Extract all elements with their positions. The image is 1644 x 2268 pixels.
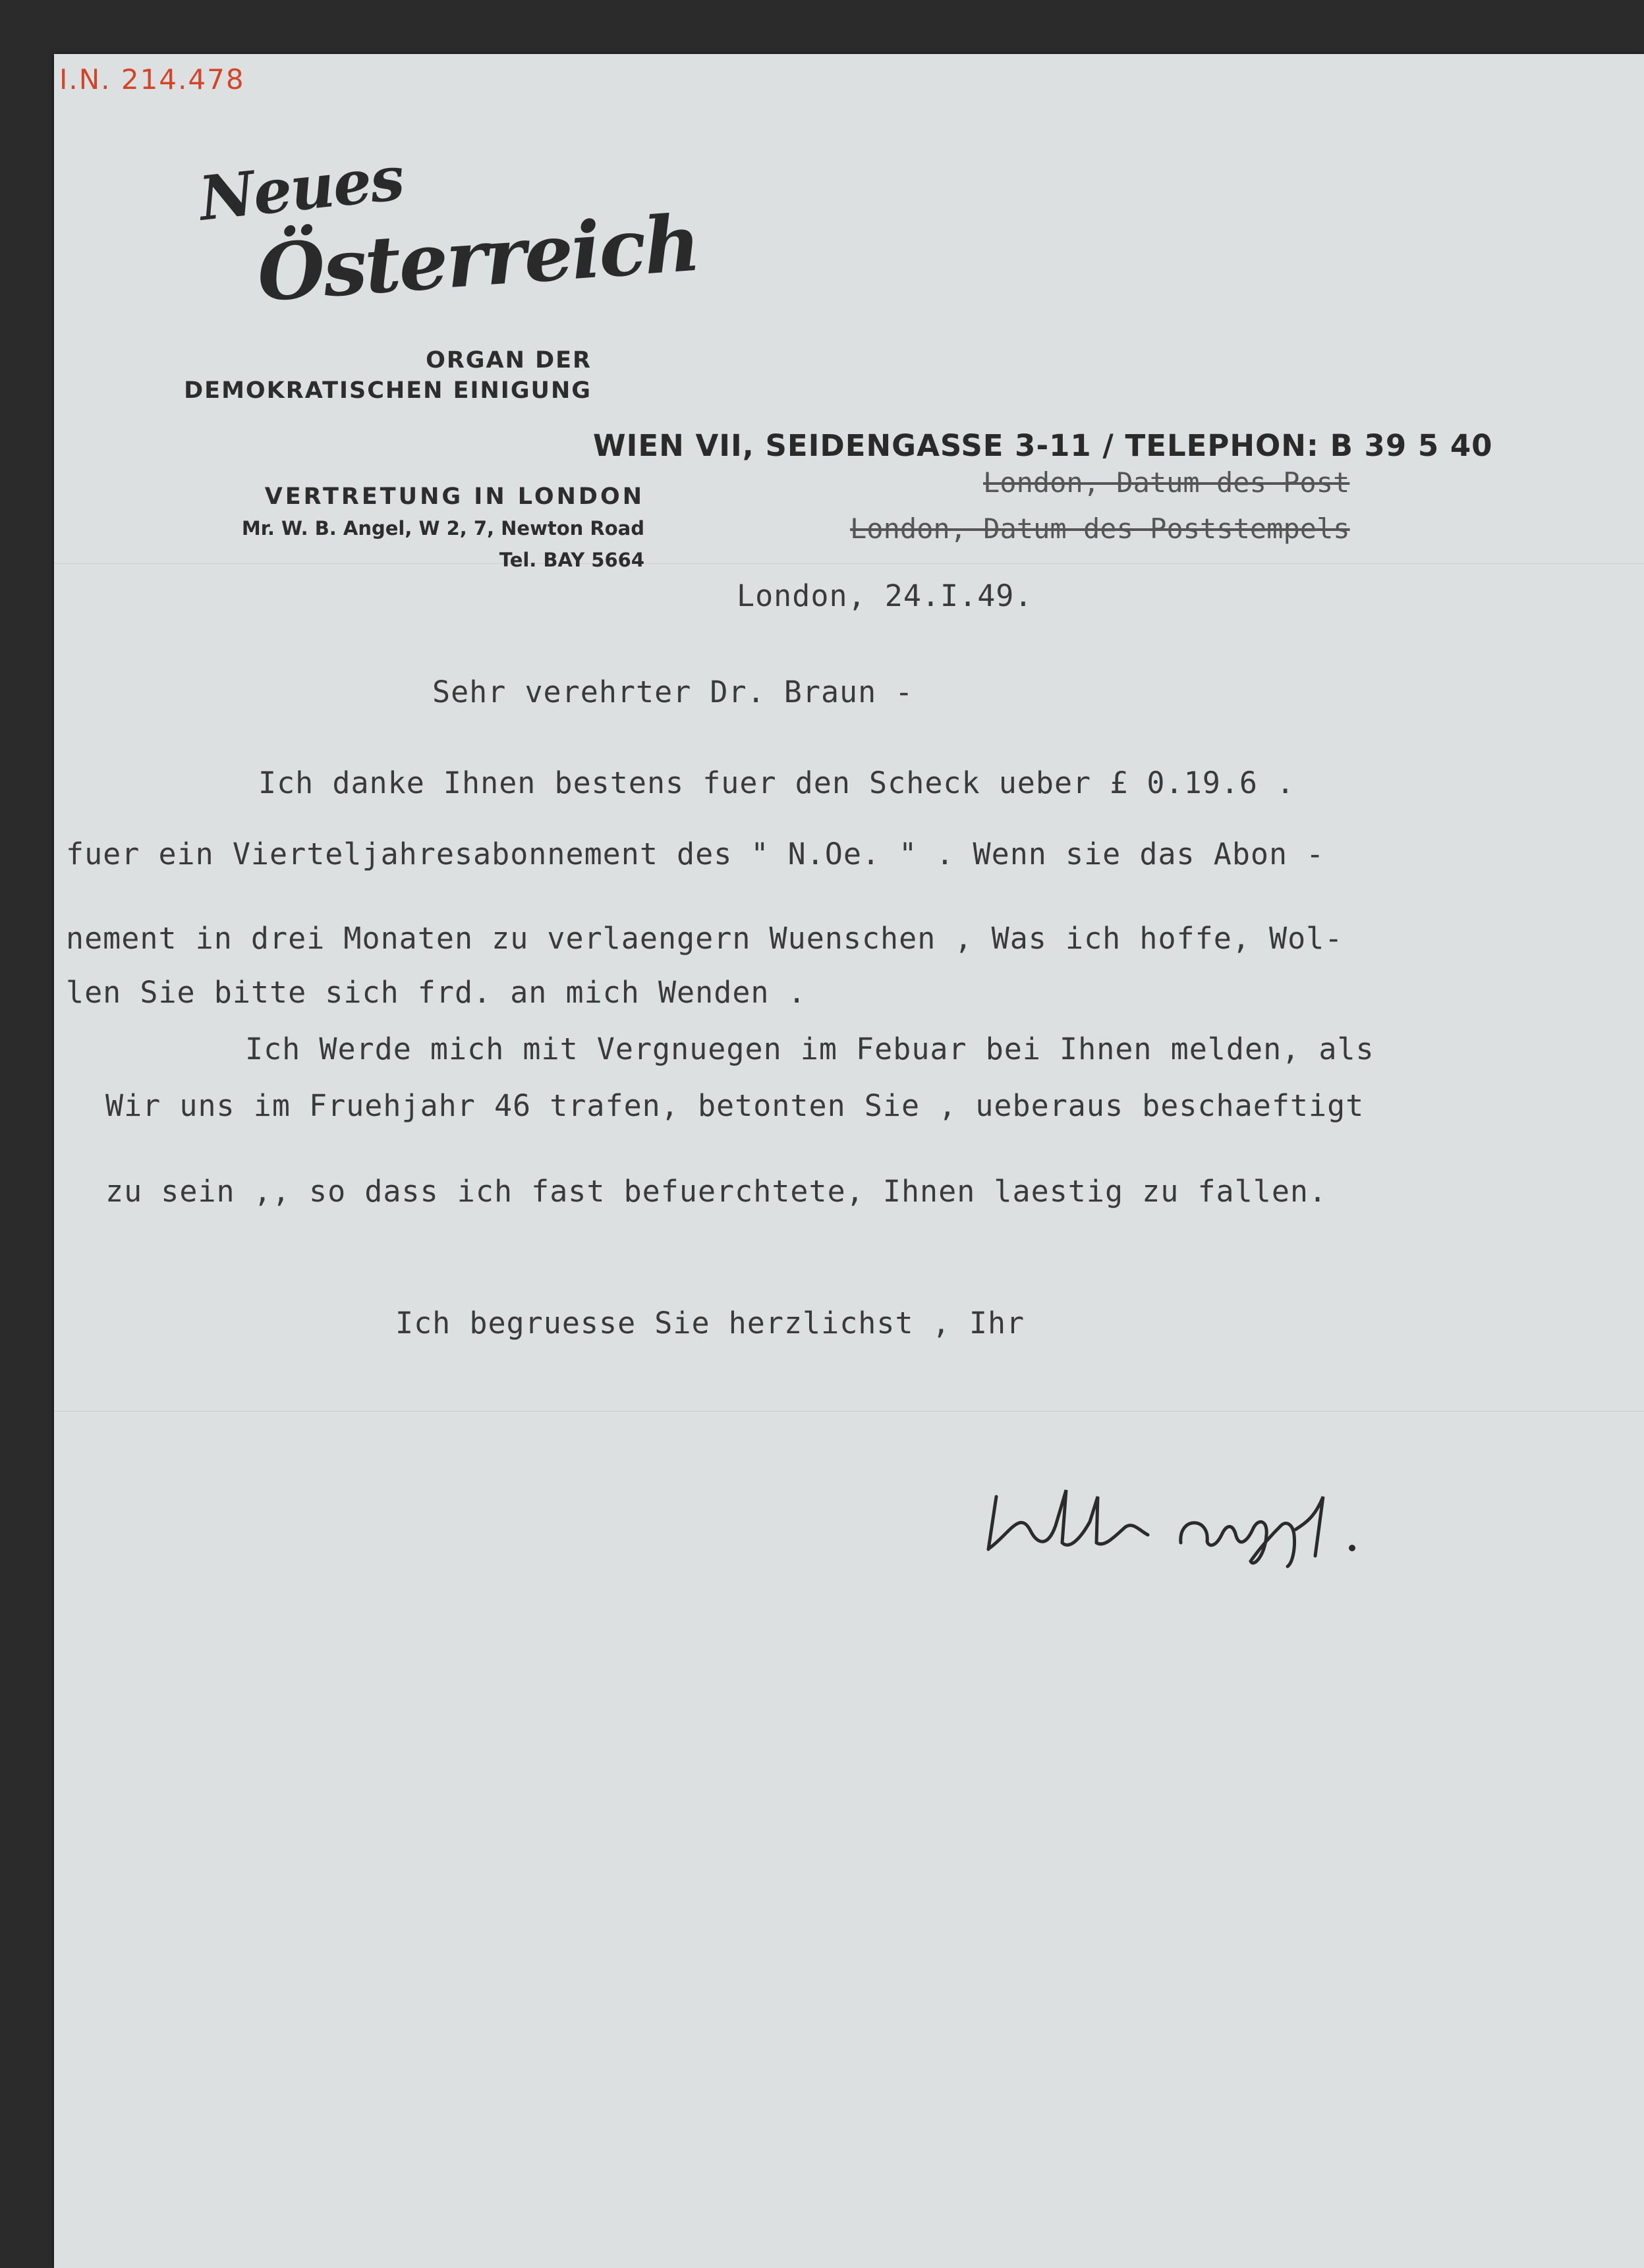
letter-page — [54, 54, 1644, 2268]
letter-line: len Sie bitte sich frd. an mich Wenden . — [66, 975, 807, 1010]
letter-line: Ich Werde mich mit Vergnuegen im Febuar bei Ihnen melden, als — [245, 1032, 1375, 1066]
london-representation — [242, 481, 644, 576]
letter-line: Wir uns im Fruehjahr 46 trafen, betonten Sie , ueberaus beschaeftigt — [105, 1088, 1365, 1123]
newspaper-logo — [196, 142, 702, 350]
letter-line: Ich danke Ihnen bestens fuer den Scheck ueber £ 0.19.6 . — [258, 765, 1295, 800]
representation-phone: Tel. BAY 5664 — [499, 549, 644, 571]
logo-line-2: Österreich — [254, 196, 702, 319]
representation-address: Mr. W. B. Angel, W 2, 7, Newton Road — [241, 517, 644, 539]
letter-date: London, 24.I.49. — [737, 578, 1033, 613]
representation-title: VERTRETUNG IN LONDON — [264, 484, 644, 510]
archive-id: I.N. 214.478 — [59, 63, 245, 96]
logo-line-1: Neues — [196, 142, 407, 235]
letter-line: zu sein ,, so dass ich fast befuerchtete, Ihnen laestig zu fallen. — [105, 1174, 1328, 1209]
letter-line: fuer ein Vierteljahresabonnement des " N.Oe. " . Wenn sie das Abon - — [66, 837, 1325, 871]
closing: Ich begruesse Sie herzlichst , Ihr — [395, 1306, 1025, 1341]
handwritten-signature — [983, 1470, 1431, 1569]
vienna-address: WIEN VII, SEIDENGASSE 3-11 / TELEPHON: B 39 5 40 — [593, 428, 1493, 463]
organ-subtitle — [184, 345, 592, 406]
letter-line: nement in drei Monaten zu verlaengern Wuenschen , Was ich hoffe, Wol- — [66, 921, 1344, 956]
organ-line-2: DEMOKRATISCHEN EINIGUNG — [184, 377, 592, 404]
organ-line-1: ORGAN DER — [426, 347, 592, 373]
fold-line — [54, 1411, 1644, 1413]
struck-date-line-1: London, Datum des Post — [983, 466, 1350, 499]
struck-date-line-2: London, Datum des Poststempels — [850, 512, 1350, 545]
salutation: Sehr verehrter Dr. Braun - — [432, 675, 914, 709]
